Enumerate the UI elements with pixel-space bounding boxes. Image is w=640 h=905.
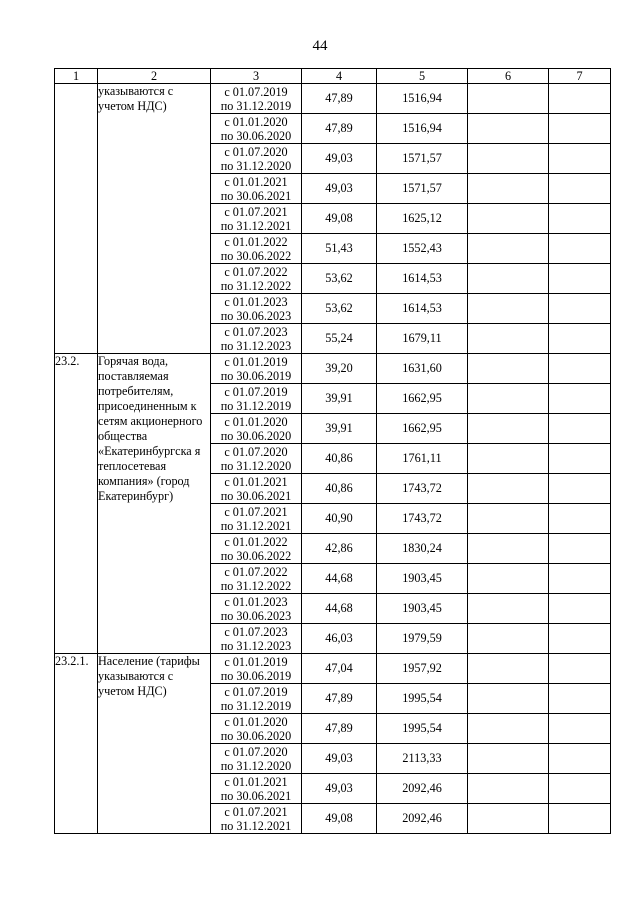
period-from: с 01.01.2021 (224, 474, 288, 489)
period-from: с 01.07.2021 (224, 504, 288, 519)
period-cell (211, 744, 302, 774)
value-col-4: 49,03 (302, 774, 377, 804)
value-col-7 (549, 564, 611, 594)
value-col-4: 39,91 (302, 384, 377, 414)
period-to: по 30.06.2022 (220, 248, 292, 263)
period-cell (211, 504, 302, 534)
period-from: с 01.01.2020 (224, 414, 288, 429)
period-cell (211, 684, 302, 714)
period-from: с 01.07.2022 (224, 564, 288, 579)
value-col-6 (468, 624, 549, 654)
period-cell (211, 414, 302, 444)
value-col-7 (549, 414, 611, 444)
period-to: по 31.12.2019 (220, 698, 292, 713)
item-name: Горячая вода, поставляемая потребителям, присоединенным к сетям акционерного общества «Екатеринбургска я теплосетевая компания» (город Екатеринбург) (98, 354, 211, 654)
value-col-6 (468, 354, 549, 384)
column-header: 3 (211, 69, 302, 84)
value-col-5: 1662,95 (377, 414, 468, 444)
period-from: с 01.07.2019 (224, 384, 288, 399)
value-col-7 (549, 534, 611, 564)
period-cell (211, 114, 302, 144)
period-to: по 31.12.2019 (220, 98, 292, 113)
value-col-7 (549, 684, 611, 714)
item-number: 23.2.1. (55, 654, 98, 834)
value-col-6 (468, 114, 549, 144)
value-col-6 (468, 444, 549, 474)
period-from: с 01.01.2023 (224, 294, 288, 309)
period-from: с 01.01.2021 (224, 174, 288, 189)
page-number: 44 (312, 38, 328, 54)
value-col-5: 1516,94 (377, 114, 468, 144)
value-col-5: 1995,54 (377, 714, 468, 744)
value-col-4: 49,08 (302, 804, 377, 834)
period-to: по 30.06.2022 (220, 548, 292, 563)
period-cell (211, 594, 302, 624)
item-number: 23.2. (55, 354, 98, 654)
item-name: Население (тарифы указываются с учетом НДС) (98, 654, 211, 834)
period-from: с 01.01.2020 (224, 714, 288, 729)
period-cell (211, 804, 302, 834)
period-to: по 31.12.2021 (220, 818, 292, 833)
value-col-5: 1631,60 (377, 354, 468, 384)
table-body (55, 84, 611, 834)
value-col-6 (468, 744, 549, 774)
value-col-7 (549, 594, 611, 624)
value-col-7 (549, 234, 611, 264)
period-from: с 01.07.2020 (224, 144, 288, 159)
value-col-5: 1679,11 (377, 324, 468, 354)
value-col-4: 53,62 (302, 294, 377, 324)
period-cell (211, 264, 302, 294)
value-col-7 (549, 804, 611, 834)
period-cell (211, 774, 302, 804)
table-row (55, 354, 611, 384)
value-col-4: 47,89 (302, 114, 377, 144)
table-row (55, 654, 611, 684)
value-col-4: 40,86 (302, 474, 377, 504)
period-cell (211, 624, 302, 654)
period-cell (211, 564, 302, 594)
period-to: по 31.12.2023 (220, 338, 292, 353)
period-cell (211, 714, 302, 744)
period-from: с 01.07.2022 (224, 264, 288, 279)
value-col-5: 1830,24 (377, 534, 468, 564)
period-cell (211, 144, 302, 174)
period-from: с 01.01.2020 (224, 114, 288, 129)
column-header: 1 (55, 69, 98, 84)
value-col-5: 1743,72 (377, 474, 468, 504)
value-col-5: 1957,92 (377, 654, 468, 684)
value-col-5: 1903,45 (377, 564, 468, 594)
tariff-table (54, 68, 611, 834)
value-col-7 (549, 474, 611, 504)
period-to: по 30.06.2021 (220, 488, 292, 503)
column-header: 4 (302, 69, 377, 84)
value-col-5: 2092,46 (377, 804, 468, 834)
period-from: с 01.01.2019 (224, 354, 288, 369)
table-row (55, 84, 611, 114)
value-col-6 (468, 414, 549, 444)
value-col-7 (549, 144, 611, 174)
period-cell (211, 324, 302, 354)
value-col-5: 1614,53 (377, 264, 468, 294)
period-cell (211, 384, 302, 414)
period-to: по 30.06.2020 (220, 128, 292, 143)
value-col-4: 39,20 (302, 354, 377, 384)
period-to: по 30.06.2020 (220, 428, 292, 443)
value-col-6 (468, 84, 549, 114)
value-col-4: 46,03 (302, 624, 377, 654)
item-number (55, 84, 98, 354)
period-to: по 31.12.2021 (220, 218, 292, 233)
value-col-4: 55,24 (302, 324, 377, 354)
period-to: по 31.12.2020 (220, 458, 292, 473)
value-col-5: 1761,11 (377, 444, 468, 474)
period-cell (211, 654, 302, 684)
period-cell (211, 294, 302, 324)
value-col-4: 40,90 (302, 504, 377, 534)
value-col-4: 49,08 (302, 204, 377, 234)
value-col-6 (468, 504, 549, 534)
value-col-4: 49,03 (302, 744, 377, 774)
period-from: с 01.01.2023 (224, 594, 288, 609)
value-col-7 (549, 84, 611, 114)
value-col-6 (468, 714, 549, 744)
value-col-4: 51,43 (302, 234, 377, 264)
value-col-7 (549, 114, 611, 144)
value-col-6 (468, 264, 549, 294)
period-cell (211, 354, 302, 384)
period-cell (211, 234, 302, 264)
period-to: по 30.06.2020 (220, 728, 292, 743)
item-name: указываются с учетом НДС) (98, 84, 211, 354)
value-col-7 (549, 204, 611, 234)
period-from: с 01.07.2020 (224, 444, 288, 459)
period-from: с 01.07.2019 (224, 684, 288, 699)
value-col-7 (549, 714, 611, 744)
period-from: с 01.01.2022 (224, 234, 288, 249)
period-cell (211, 174, 302, 204)
value-col-4: 44,68 (302, 564, 377, 594)
value-col-7 (549, 264, 611, 294)
value-col-7 (549, 324, 611, 354)
value-col-6 (468, 564, 549, 594)
value-col-7 (549, 624, 611, 654)
value-col-5: 1903,45 (377, 594, 468, 624)
period-from: с 01.01.2022 (224, 534, 288, 549)
value-col-5: 1995,54 (377, 684, 468, 714)
value-col-6 (468, 384, 549, 414)
column-header: 6 (468, 69, 549, 84)
table-header-row (55, 69, 611, 84)
value-col-4: 39,91 (302, 414, 377, 444)
period-from: с 01.07.2020 (224, 744, 288, 759)
value-col-6 (468, 654, 549, 684)
value-col-7 (549, 744, 611, 774)
period-to: по 31.12.2022 (220, 578, 292, 593)
value-col-5: 1552,43 (377, 234, 468, 264)
value-col-4: 47,04 (302, 654, 377, 684)
value-col-5: 2113,33 (377, 744, 468, 774)
period-from: с 01.07.2021 (224, 804, 288, 819)
value-col-5: 1516,94 (377, 84, 468, 114)
column-header: 2 (98, 69, 211, 84)
value-col-5: 2092,46 (377, 774, 468, 804)
value-col-4: 53,62 (302, 264, 377, 294)
value-col-5: 1571,57 (377, 174, 468, 204)
value-col-4: 49,03 (302, 144, 377, 174)
period-to: по 30.06.2019 (220, 368, 292, 383)
period-from: с 01.07.2021 (224, 204, 288, 219)
value-col-5: 1662,95 (377, 384, 468, 414)
value-col-6 (468, 324, 549, 354)
value-col-6 (468, 144, 549, 174)
period-from: с 01.07.2023 (224, 324, 288, 339)
period-cell (211, 534, 302, 564)
value-col-6 (468, 804, 549, 834)
value-col-7 (549, 444, 611, 474)
value-col-6 (468, 534, 549, 564)
period-from: с 01.07.2023 (224, 624, 288, 639)
value-col-5: 1571,57 (377, 144, 468, 174)
period-from: с 01.07.2019 (224, 84, 288, 99)
value-col-5: 1979,59 (377, 624, 468, 654)
period-to: по 30.06.2019 (220, 668, 292, 683)
value-col-5: 1614,53 (377, 294, 468, 324)
period-to: по 31.12.2023 (220, 638, 292, 653)
period-to: по 30.06.2021 (220, 788, 292, 803)
value-col-5: 1625,12 (377, 204, 468, 234)
value-col-7 (549, 294, 611, 324)
period-to: по 31.12.2020 (220, 758, 292, 773)
period-cell (211, 474, 302, 504)
period-to: по 30.06.2023 (220, 608, 292, 623)
column-header: 5 (377, 69, 468, 84)
value-col-4: 40,86 (302, 444, 377, 474)
period-to: по 31.12.2022 (220, 278, 292, 293)
value-col-6 (468, 684, 549, 714)
period-to: по 31.12.2021 (220, 518, 292, 533)
value-col-6 (468, 174, 549, 204)
period-cell (211, 84, 302, 114)
value-col-6 (468, 204, 549, 234)
value-col-7 (549, 384, 611, 414)
period-to: по 30.06.2023 (220, 308, 292, 323)
value-col-7 (549, 174, 611, 204)
value-col-4: 47,89 (302, 684, 377, 714)
period-from: с 01.01.2021 (224, 774, 288, 789)
column-header: 7 (549, 69, 611, 84)
value-col-5: 1743,72 (377, 504, 468, 534)
value-col-4: 47,89 (302, 714, 377, 744)
value-col-6 (468, 594, 549, 624)
value-col-7 (549, 774, 611, 804)
value-col-6 (468, 294, 549, 324)
value-col-7 (549, 504, 611, 534)
value-col-7 (549, 354, 611, 384)
period-from: с 01.01.2019 (224, 654, 288, 669)
value-col-4: 49,03 (302, 174, 377, 204)
period-cell (211, 444, 302, 474)
value-col-4: 44,68 (302, 594, 377, 624)
value-col-4: 47,89 (302, 84, 377, 114)
period-to: по 31.12.2020 (220, 158, 292, 173)
period-to: по 30.06.2021 (220, 188, 292, 203)
period-to: по 31.12.2019 (220, 398, 292, 413)
value-col-6 (468, 474, 549, 504)
period-cell (211, 204, 302, 234)
value-col-7 (549, 654, 611, 684)
value-col-4: 42,86 (302, 534, 377, 564)
value-col-6 (468, 234, 549, 264)
value-col-6 (468, 774, 549, 804)
